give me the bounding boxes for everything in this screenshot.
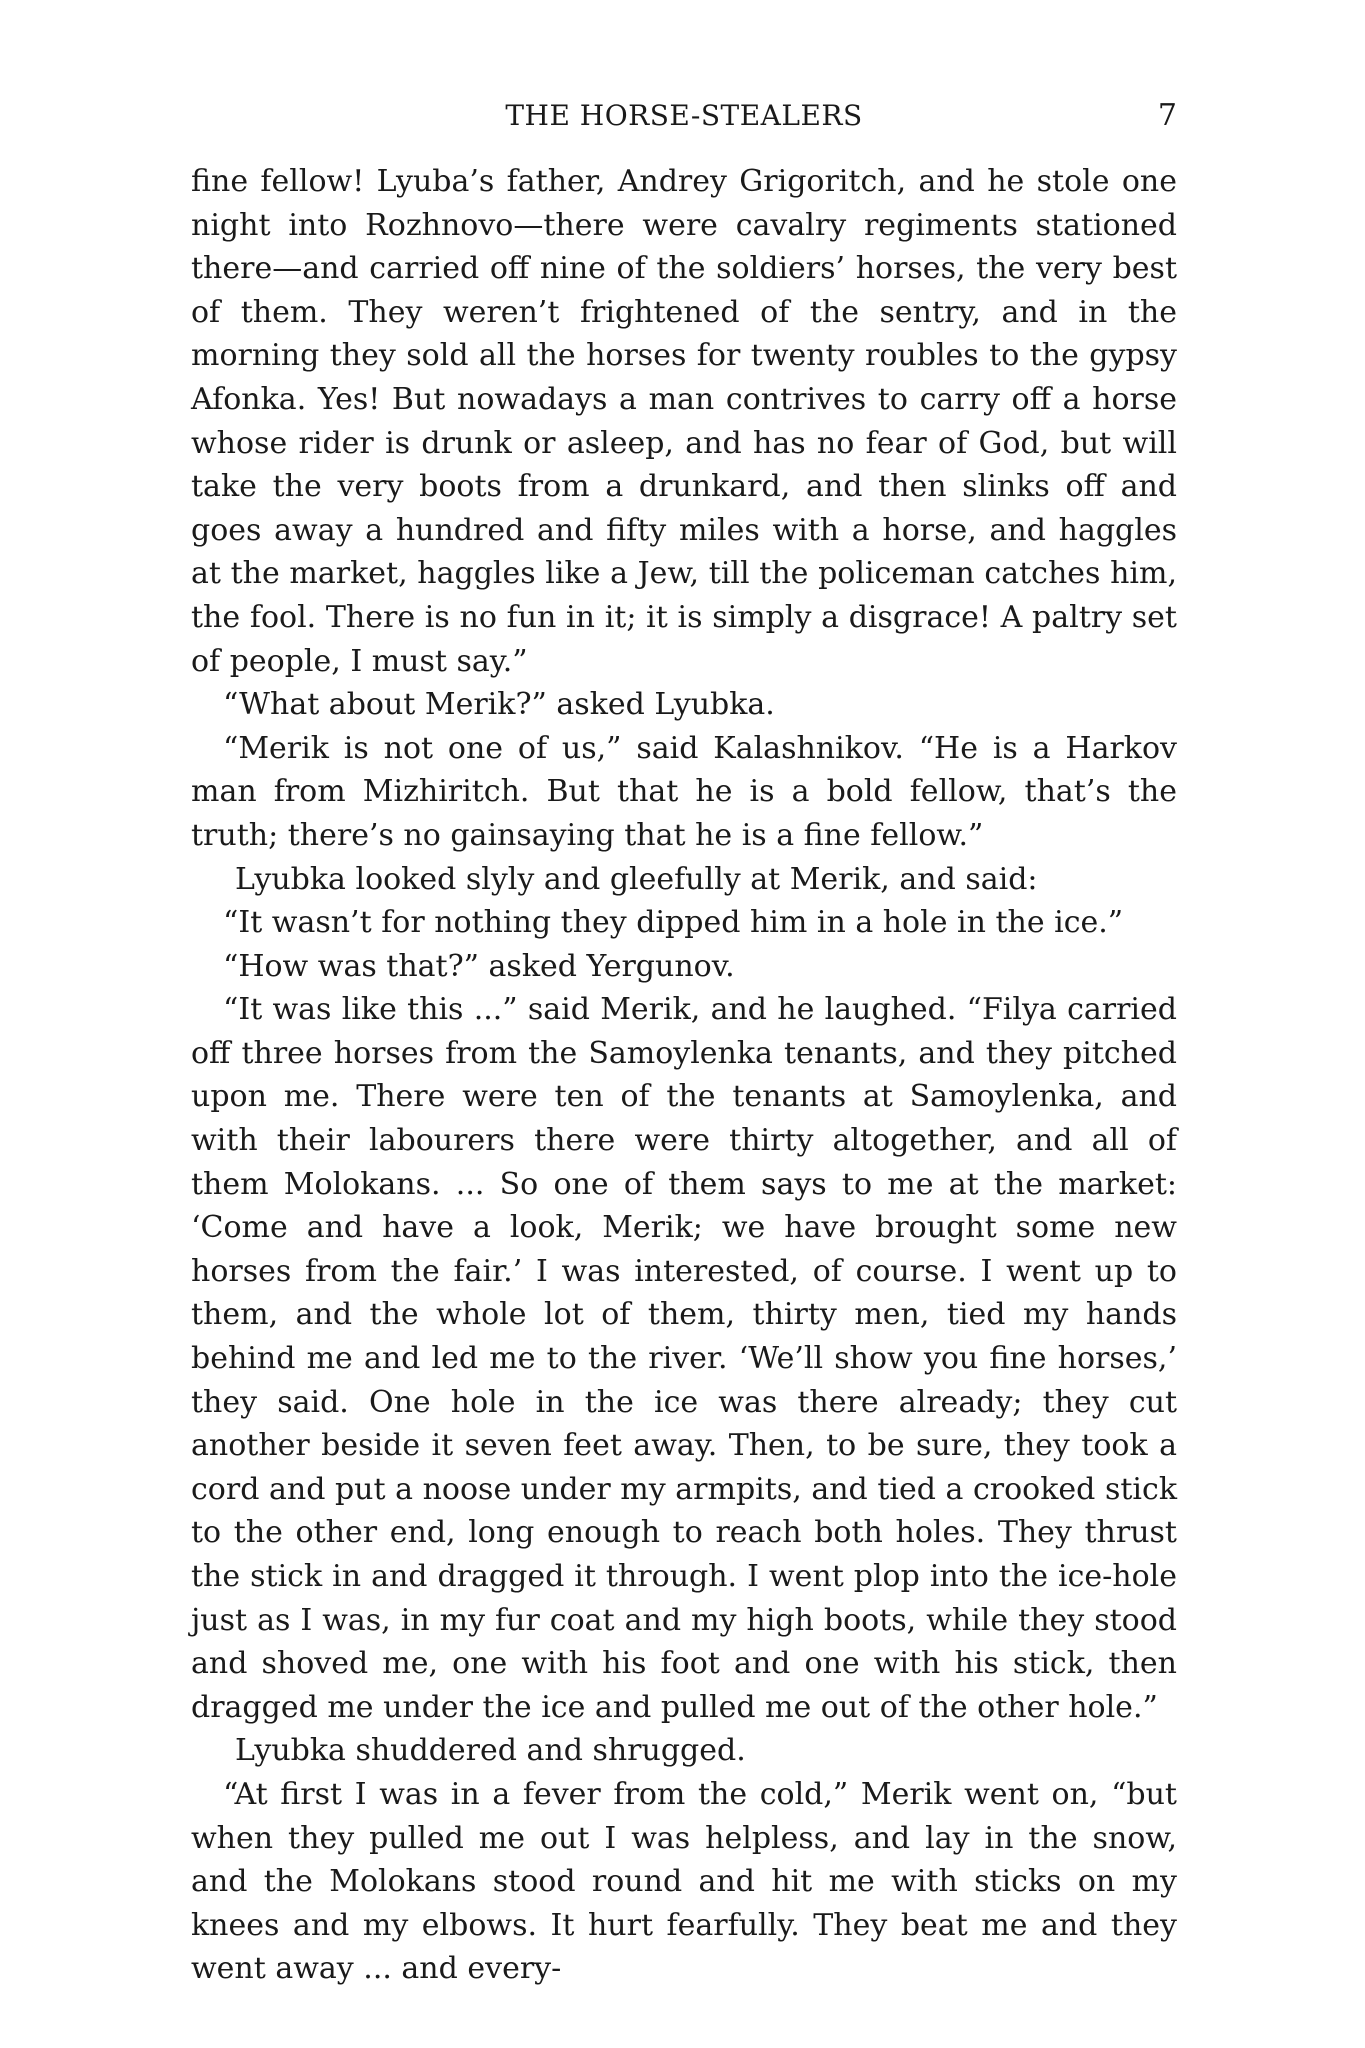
paragraph: “What about Merik?” asked Lyubka. bbox=[223, 687, 775, 723]
paragraph: “How was that?” asked Yergunov. bbox=[223, 948, 735, 984]
page-number: 7 bbox=[1157, 98, 1177, 133]
paragraph: fine fellow! Lyuba’s father, Andrey Grigoritch, and he stole one night into Rozhnovo—there were cavalry regiments stationed there—and carried off nine of the soldiers’ horses, the very best of them. They weren’t frightened of the sentry, and in the morning they sold all the horses for twenty roubles to the gypsy Afonka. Yes! But nowadays a man contrives to carry off a horse whose rider is drunk or asleep, and has no fear of God, but will take the very boots from a drunkard, and then slinks off and goes away a hundred and fifty miles with a horse, and haggles at the market, haggles like a Jew, till the policeman catches him, the fool. There is no fun in it; it is simply a disgrace! A paltry set of people, I must say.” bbox=[191, 164, 1177, 679]
paragraph: Lyubka shuddered and shrugged. bbox=[235, 1733, 746, 1769]
paragraph: “Merik is not one of us,” said Kalashnikov. “He is a Harkov man from Mizhiritch. But that he is a bold fellow, that’s the truth; there’s no gainsaying that he is a fine fellow.” bbox=[191, 730, 1177, 853]
paragraph: “At first I was in a fever from the cold,” Merik went on, “but when they pulled me out I was helpless, and lay in the snow, and the Molokans stood round and hit me with sticks on my knees and my elbows. It hurt fearfully. They beat me and they went away ... and every- bbox=[191, 1776, 1177, 1987]
running-title: THE HORSE-STEALERS bbox=[505, 99, 863, 132]
paragraph: Lyubka looked slyly and gleefully at Merik, and said: bbox=[235, 861, 1038, 897]
paragraph: “It was like this ...” said Merik, and he laughed. “Filya carried off three horses from the Samoylenka tenants, and they pitched upon me. There were ten of the tenants at Samoylenka, and with their labourers there were thirty altogether, and all of them Molokans. ... So one of them says to me at the market: ‘Come and have a look, Merik; we have brought some new horses from the fair.’ I was interested, of course. I went up to them, and the whole lot of them, thirty men, tied my hands behind me and led me to the river. ‘We’ll show you fine horses,’ they said. One hole in the ice was there already; they cut another beside it seven feet away. Then, to be sure, they took a cord and put a noose under my armpits, and tied a crooked stick to the other end, long enough to reach both holes. They thrust the stick in and dragged it through. I went plop into the ice-hole just as I was, in my fur coat and my high boots, while they stood and shoved me, one with his foot and one with his stick, then dragged me under the ice and pulled me out of the other hole.” bbox=[191, 992, 1177, 1725]
running-head bbox=[191, 96, 1177, 136]
body-text bbox=[191, 160, 1177, 1991]
paragraph: “It wasn’t for nothing they dipped him in a hole in the ice.” bbox=[223, 905, 1124, 941]
